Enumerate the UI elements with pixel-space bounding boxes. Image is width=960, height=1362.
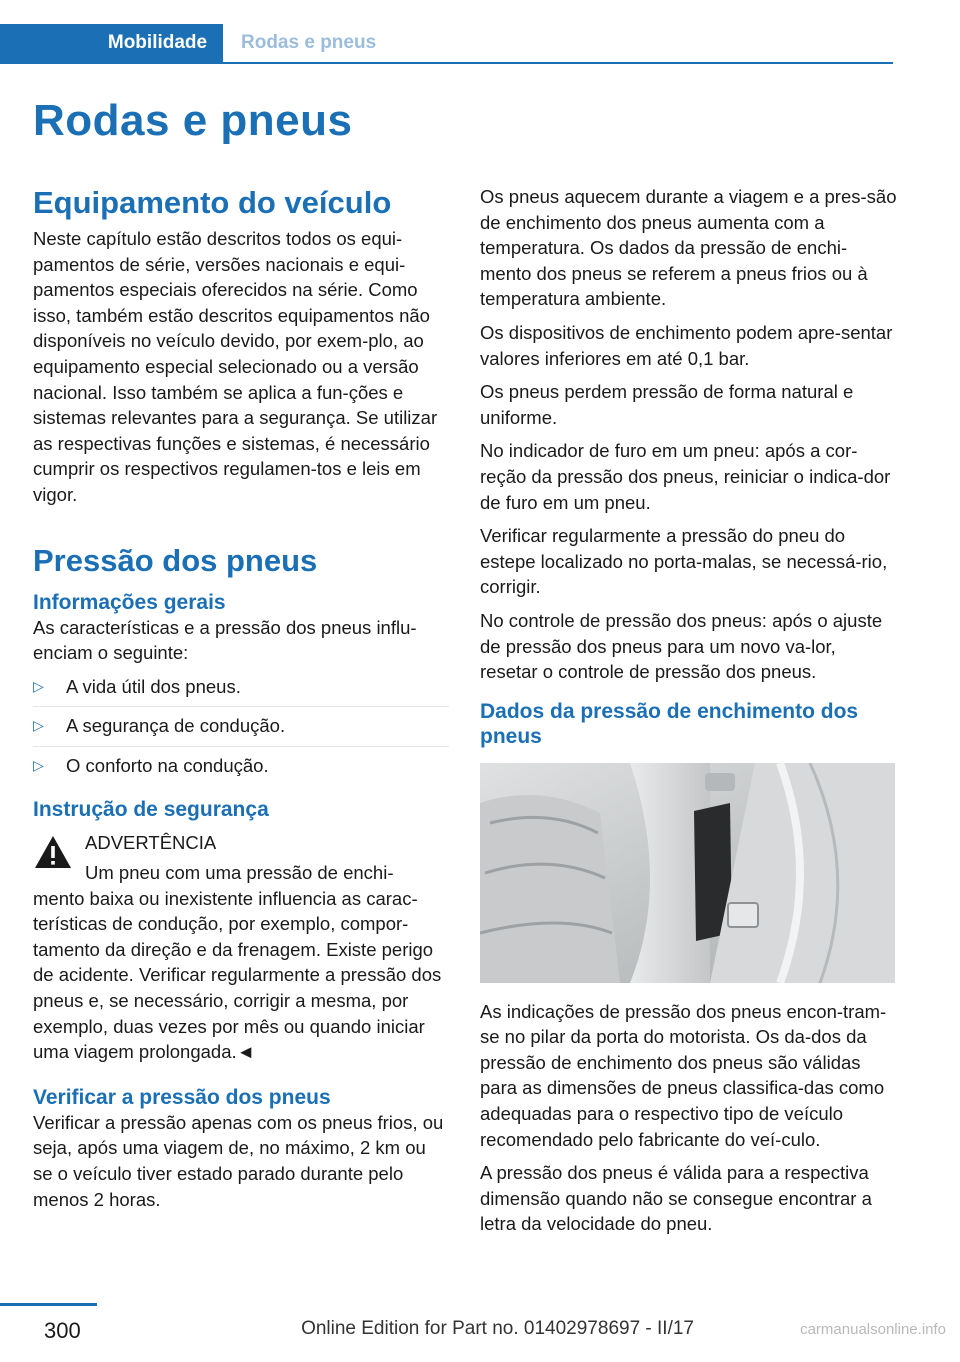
header-tab-bar xyxy=(0,24,893,64)
paragraph-indicacoes: As indicações de pressão dos pneus encon-tram-se no pilar da porta do motorista. Os da-dos da pressão de enchimento dos pneus são válidas para as dimensões de pneus classifica-das como adequadas para o respectivo tipo de veículo recomendado pelo fabricante do veí-culo. xyxy=(480,1000,887,1150)
door-pillar-image xyxy=(480,763,895,983)
section-title-equipamento: Equipamento do veículo xyxy=(33,185,392,220)
tab-mobilidade[interactable]: Mobilidade xyxy=(0,24,223,62)
warning-block xyxy=(33,830,449,1065)
section-title-pressao: Pressão dos pneus xyxy=(33,542,318,578)
paragraph-controle: No controle de pressão dos pneus: após o ajuste de pressão dos pneus para um novo va-lor, resetar o controle de pressão dos pneus. xyxy=(480,609,883,683)
check-paragraph: Verificar a pressão apenas com os pneus frios, ou seja, após uma viagem de, no máximo, 2 km ou se o veículo tiver estado parado durante pelo menos 2 horas. xyxy=(33,1111,444,1210)
list-item xyxy=(33,674,449,700)
list-item xyxy=(33,746,449,779)
paragraph-valida: A pressão dos pneus é válida para a respectiva dimensão quando não se consegue encontrar a letra da velocidade do pneu. xyxy=(480,1162,872,1235)
breadcrumb[interactable]: Rodas e pneus xyxy=(241,32,377,53)
paragraph-aquecem: Os pneus aquecem durante a viagem e a pres-são de enchimento dos pneus aumenta com a temperatura. Os dados da pressão de enchi-mento dos pneus se referem a pneus frios ou à temperatura ambiente. xyxy=(480,186,897,310)
list-item-text: A vida útil dos pneus. xyxy=(66,675,241,697)
footer-rule xyxy=(0,1303,97,1306)
list-item-text: A segurança de condução. xyxy=(66,715,286,737)
door-pillar-photo xyxy=(480,763,895,983)
page-title: Rodas e pneus xyxy=(33,96,353,145)
watermark: carmanualsonline.info xyxy=(800,1321,946,1338)
equipamento-paragraph: Neste capítulo estão descritos todos os equi-pamentos de série, versões nacionais e equi-pamentos especiais oferecidos na série. Como isso, também estão descritos equipamentos não disponíveis no veículo devido, por exem-plo, ao equipamento especial selecionado ou a versão nacional. Isso também se aplica a fun-ções e sistemas relevantes para a segurança. Se utilizar as respectivas funções e sistemas, é necessário cumprir os respectivos regulamen-tos e leis em vigor. xyxy=(33,228,438,505)
list-item-text: O conforto na condução. xyxy=(66,754,269,776)
subsection-title-verificar: Verificar a pressão dos pneus xyxy=(33,1085,331,1109)
paragraph-indicador: No indicador de furo em um pneu: após a cor-reção da pressão dos pneus, reiniciar o indica-dor de furo em um pneu. xyxy=(480,440,891,513)
subsection-title-seguranca: Instrução de segurança xyxy=(33,797,269,821)
right-column xyxy=(480,184,898,1245)
subsection-title-dados: Dados da pressão de enchimento dos pneus xyxy=(480,699,859,748)
edition-line: Online Edition for Part no. 01402978697 - II/17 xyxy=(301,1318,694,1339)
triangle-right-icon: ▷ xyxy=(33,756,44,773)
paragraph-perdem: Os pneus perdem pressão de forma natural e uniforme. xyxy=(480,381,854,428)
left-column xyxy=(33,184,449,1220)
bullet-list xyxy=(33,674,449,779)
list-item xyxy=(33,706,449,739)
page-number: 300 xyxy=(44,1318,81,1343)
triangle-right-icon: ▷ xyxy=(33,717,44,734)
paragraph-estepe: Verificar regularmente a pressão do pneu do estepe localizado no porta-malas, se necessá-rio, corrigir. xyxy=(480,525,888,598)
paragraph-dispositivos: Os dispositivos de enchimento podem apre-sentar valores inferiores em até 0,1 bar. xyxy=(480,321,893,369)
warning-triangle-icon xyxy=(33,834,73,870)
warning-first-line: Um pneu com uma pressão de enchi- xyxy=(85,862,394,884)
triangle-right-icon: ▷ xyxy=(33,677,44,694)
warning-text: mento baixa ou inexistente influencia as carac-terísticas de condução, por exemplo, compor-tamento da direção e da frenagem. Existe perigo de acidente. Verificar regularmente a pressão dos pneus e, se necessário, corrigir a mesma, por exemplo, duas vezes por mês ou quando iniciar uma viagem prolongada.◄ xyxy=(33,887,442,1063)
warning-heading: ADVERTÊNCIA xyxy=(85,831,217,853)
subsection-title-informacoes: Informações gerais xyxy=(33,590,226,614)
info-paragraph: As características e a pressão dos pneus influ-enciam o seguinte: xyxy=(33,616,417,664)
